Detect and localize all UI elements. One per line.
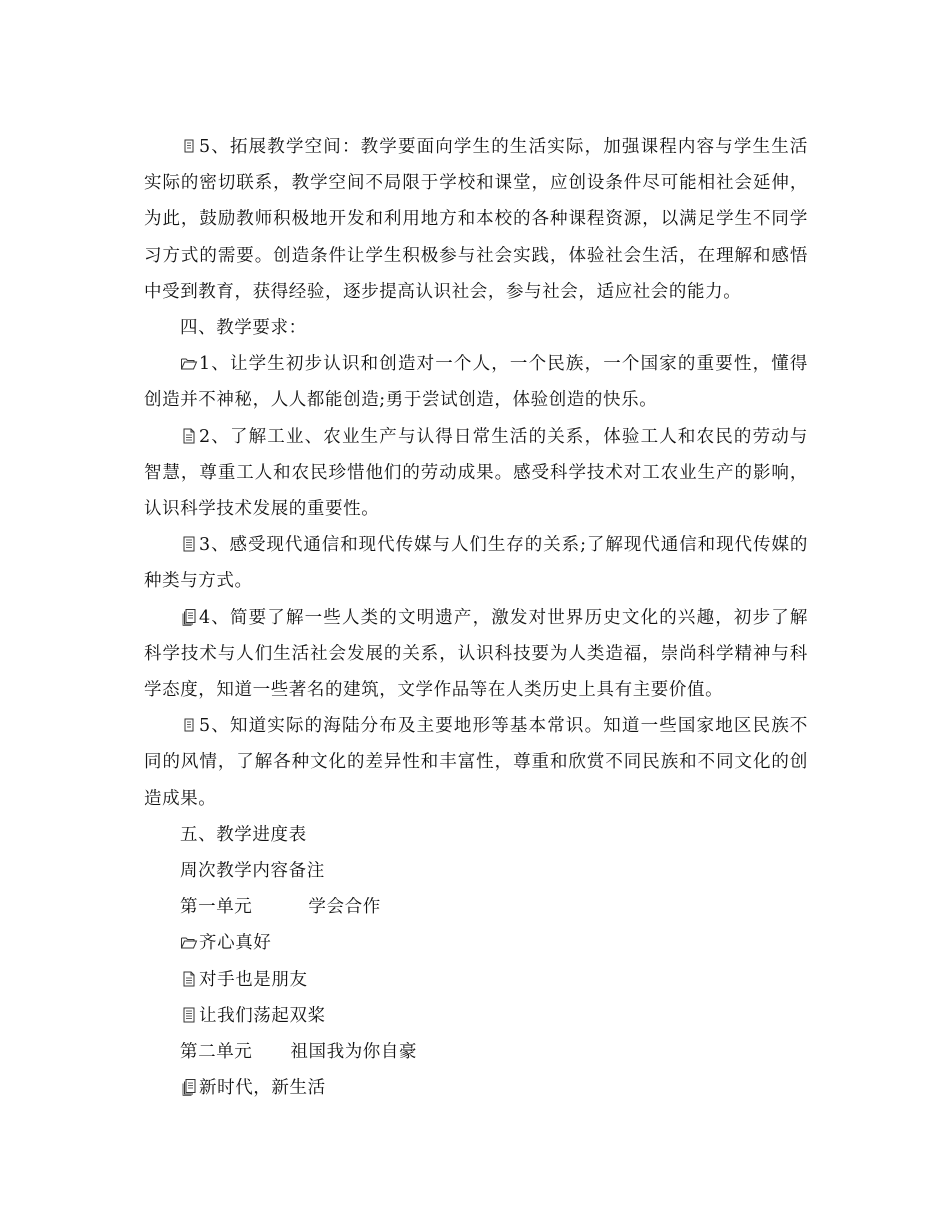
lesson-item <box>144 925 808 961</box>
section-heading-teaching-schedule: 五、教学进度表 <box>180 824 307 845</box>
document-icon <box>180 970 198 988</box>
lined-document-icon <box>180 535 198 553</box>
lesson-title: 新时代，新生活 <box>199 1078 326 1099</box>
schedule-table-header: 周次教学内容备注 <box>180 861 325 882</box>
paragraph-expand-teaching-space <box>144 129 808 310</box>
unit-label: 第二单元 <box>180 1042 253 1063</box>
lesson-item <box>144 998 808 1034</box>
requirement-item-2 <box>144 419 808 528</box>
requirement-text: 3、感受现代通信和现代传媒与人们生存的关系;了解现代通信和现代传媒的种类与方式。 <box>144 535 808 592</box>
document-icon <box>180 427 198 445</box>
requirement-item-3 <box>144 527 808 599</box>
folder-icon <box>180 933 198 951</box>
document-body <box>144 129 808 1106</box>
lesson-title: 对手也是朋友 <box>199 969 308 990</box>
paragraph-text: 5、拓展教学空间：教学要面向学生的生活实际，加强课程内容与学生生活实际的密切联系，教学空间不局限于学校和课堂，应创设条件尽可能相社会延伸，为此，鼓励教师积极地开发和利用地方和本校的各种课程资源，以满足学生不同学习方式的需要。创造条件让学生积极参与社会实践，体验社会生活，在理解和感悟中受到教育，获得经验，逐步提高认识社会，参与社会，适应社会的能力。 <box>144 137 808 302</box>
document-stack-icon <box>180 1078 198 1096</box>
lesson-title: 让我们荡起双桨 <box>199 1005 326 1026</box>
document-stack-icon <box>180 608 198 626</box>
requirement-item-4 <box>144 600 808 709</box>
small-document-icon <box>180 137 198 155</box>
unit-label: 第一单元 <box>180 897 253 918</box>
unit-title: 祖国我为你自豪 <box>290 1042 418 1063</box>
folder-icon <box>180 354 198 372</box>
requirement-item-5 <box>144 708 808 817</box>
small-document-icon <box>180 716 198 734</box>
schedule-unit-1 <box>144 889 808 925</box>
lined-document-icon <box>180 1006 198 1024</box>
section-heading-teaching-requirements: 四、教学要求： <box>180 318 307 339</box>
requirement-text: 5、知道实际的海陆分布及主要地形等基本常识。知道一些国家地区民族不同的风情，了解各种文化的差异性和丰富性，尊重和欣赏不同民族和不同文化的创造成果。 <box>144 716 808 809</box>
requirement-text: 4、简要了解一些人类的文明遗产，激发对世界历史文化的兴趣，初步了解科学技术与人们生活社会发展的关系，认识科技要为人类造福，崇尚科学精神与科学态度，知道一些著名的建筑，文学作品等在人类历史上具有主要价值。 <box>144 607 808 701</box>
lesson-item <box>144 1070 808 1106</box>
unit-title: 学会合作 <box>308 897 381 918</box>
requirement-text: 2、了解工业、农业生产与认得日常生活的关系，体验工人和农民的劳动与智慧，尊重工人和农民珍惜他们的劳动成果。感受科学技术对工农业生产的影响，认识科学技术发展的重要性。 <box>144 426 808 520</box>
requirement-item-1 <box>144 346 808 418</box>
requirement-text: 1、让学生初步认识和创造对一个人，一个民族，一个国家的重要性，懂得创造并不神秘，人人都能创造;勇于尝试创造，体验创造的快乐。 <box>144 354 808 411</box>
schedule-unit-2 <box>144 1034 808 1070</box>
lesson-title: 齐心真好 <box>199 933 272 954</box>
lesson-item <box>144 962 808 998</box>
